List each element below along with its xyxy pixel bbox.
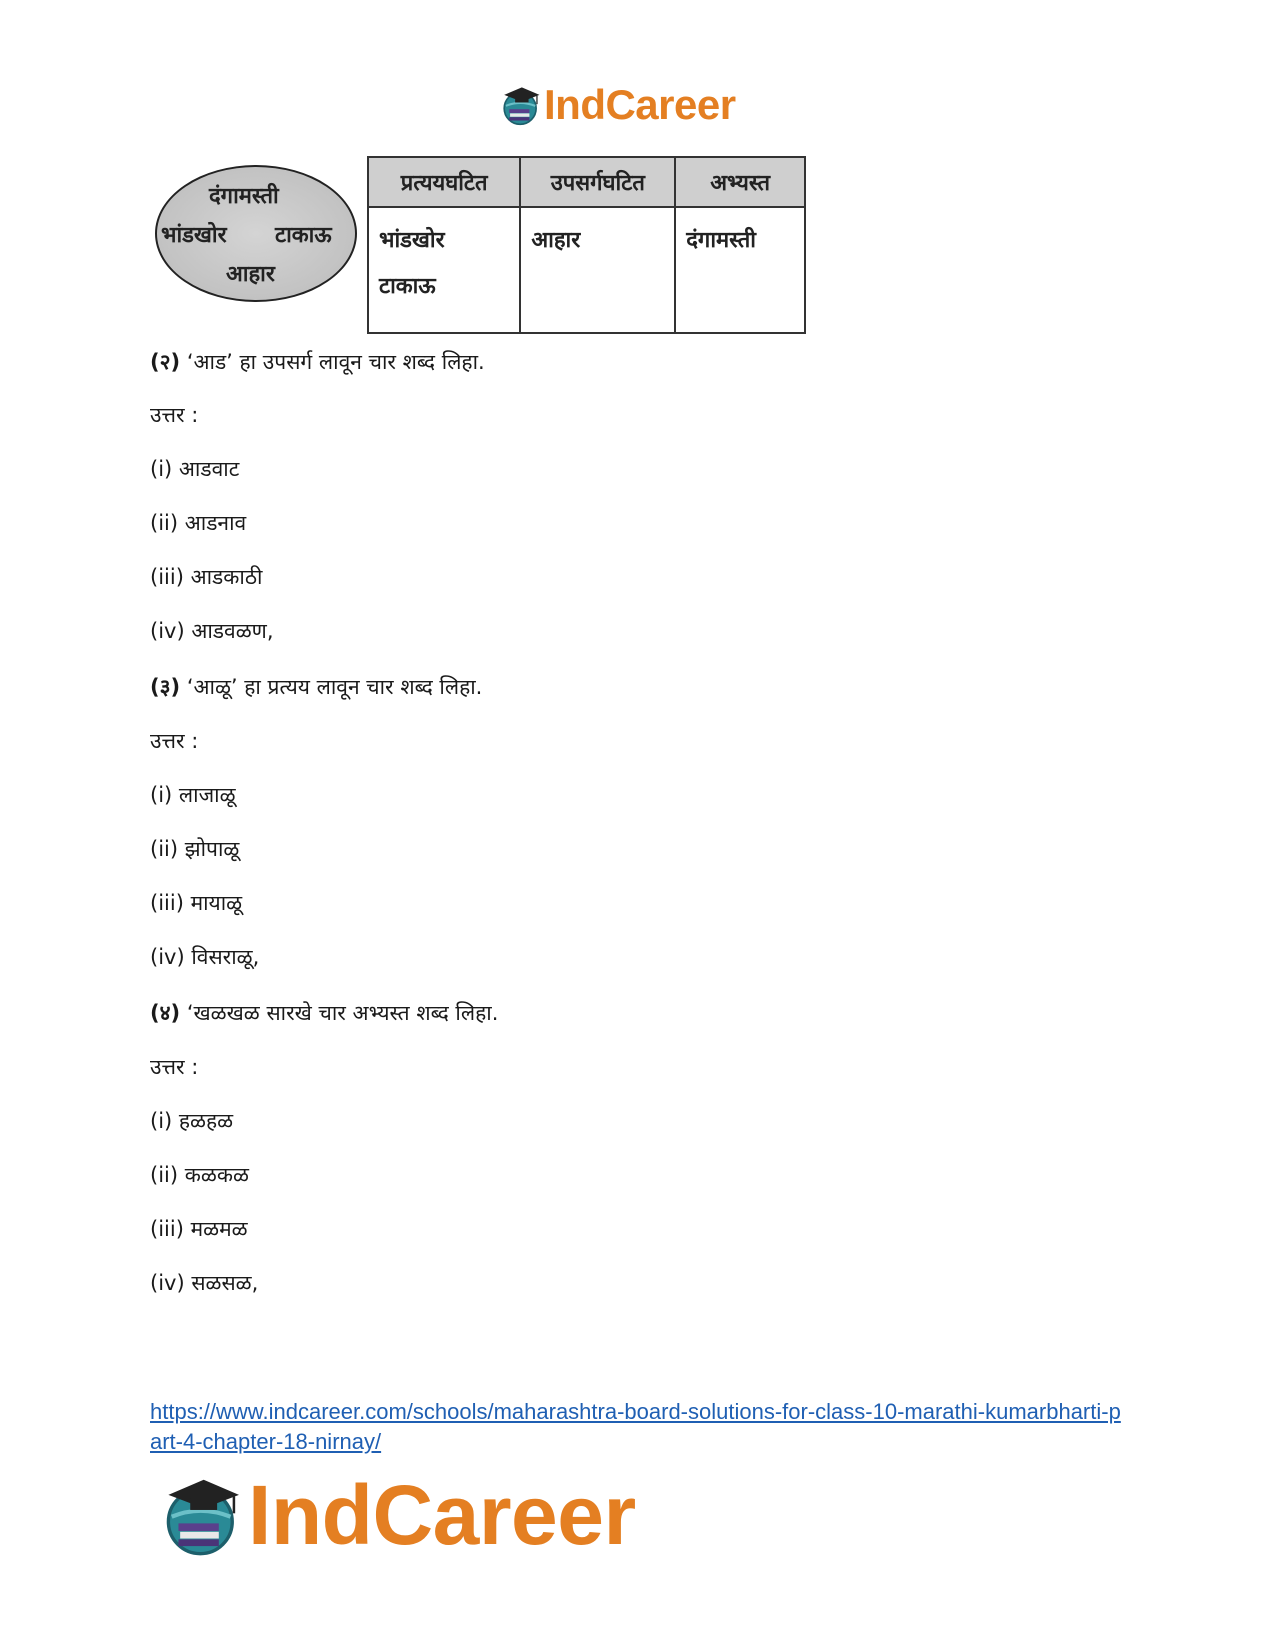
logo-text: IndCareer xyxy=(544,81,736,128)
answer-item: (ii) कळकळ xyxy=(150,1163,249,1187)
answer-item: (ii) आडनाव xyxy=(150,511,247,535)
table-header: अभ्यस्त xyxy=(675,157,805,207)
answer-item: (iii) मायाळू xyxy=(150,891,243,915)
question-number: (४) xyxy=(150,1001,181,1025)
oval-word: भांडखोर xyxy=(161,223,227,248)
table-header-row xyxy=(368,157,805,207)
answer-item: (iv) सळसळ, xyxy=(150,1271,259,1295)
header-logo xyxy=(500,80,736,130)
answer-item: (iv) आडवळण, xyxy=(150,619,274,643)
answer-item: (i) हळहळ xyxy=(150,1109,234,1133)
table-header: उपसर्गघटित xyxy=(520,157,675,207)
footer-logo xyxy=(160,1467,636,1562)
answer-label: उत्तर : xyxy=(150,729,199,753)
question-text: ‘खळखळ सारखे चार अभ्यस्त शब्द लिहा. xyxy=(186,1001,499,1025)
source-link[interactable]: https://www.indcareer.com/schools/maharashtra-board-solutions-for-class-10-marathi-kumarbharti-part-4-chapter-18-nirnay/ xyxy=(150,1399,1121,1454)
answer-item: (iii) मळमळ xyxy=(150,1217,248,1241)
table-cell: आहार xyxy=(520,207,675,333)
question-number: (२) xyxy=(150,350,181,374)
logo-text: IndCareer xyxy=(248,1467,636,1562)
question-number: (३) xyxy=(150,675,181,699)
answer-item: (ii) झोपाळू xyxy=(150,837,240,861)
question-text: ‘आड’ हा उपसर्ग लावून चार शब्द लिहा. xyxy=(186,350,485,374)
globe-graduation-cap-icon xyxy=(500,83,542,127)
classification-table xyxy=(367,156,806,334)
answer-item: (i) लाजाळू xyxy=(150,783,236,807)
answer-label: उत्तर : xyxy=(150,1055,199,1079)
globe-graduation-cap-icon xyxy=(160,1471,244,1559)
table-row xyxy=(368,207,805,333)
word-oval xyxy=(155,165,357,302)
table-cell: दंगामस्ती xyxy=(675,207,805,333)
table-cell: भांडखोर टाकाऊ xyxy=(368,207,520,333)
table-header: प्रत्ययघटित xyxy=(368,157,520,207)
question-line xyxy=(150,999,498,1027)
question-text: ‘आळू’ हा प्रत्यय लावून चार शब्द लिहा. xyxy=(186,675,483,699)
oval-word: आहार xyxy=(226,262,275,287)
answer-item: (i) आडवाट xyxy=(150,457,240,481)
question-line xyxy=(150,673,482,701)
answer-item: (iii) आडकाठी xyxy=(150,565,263,589)
question-line xyxy=(150,348,485,376)
oval-word: टाकाऊ xyxy=(275,223,332,248)
answer-item: (iv) विसराळू, xyxy=(150,945,260,969)
oval-word: दंगामस्ती xyxy=(209,184,279,209)
answer-label: उत्तर : xyxy=(150,403,199,427)
